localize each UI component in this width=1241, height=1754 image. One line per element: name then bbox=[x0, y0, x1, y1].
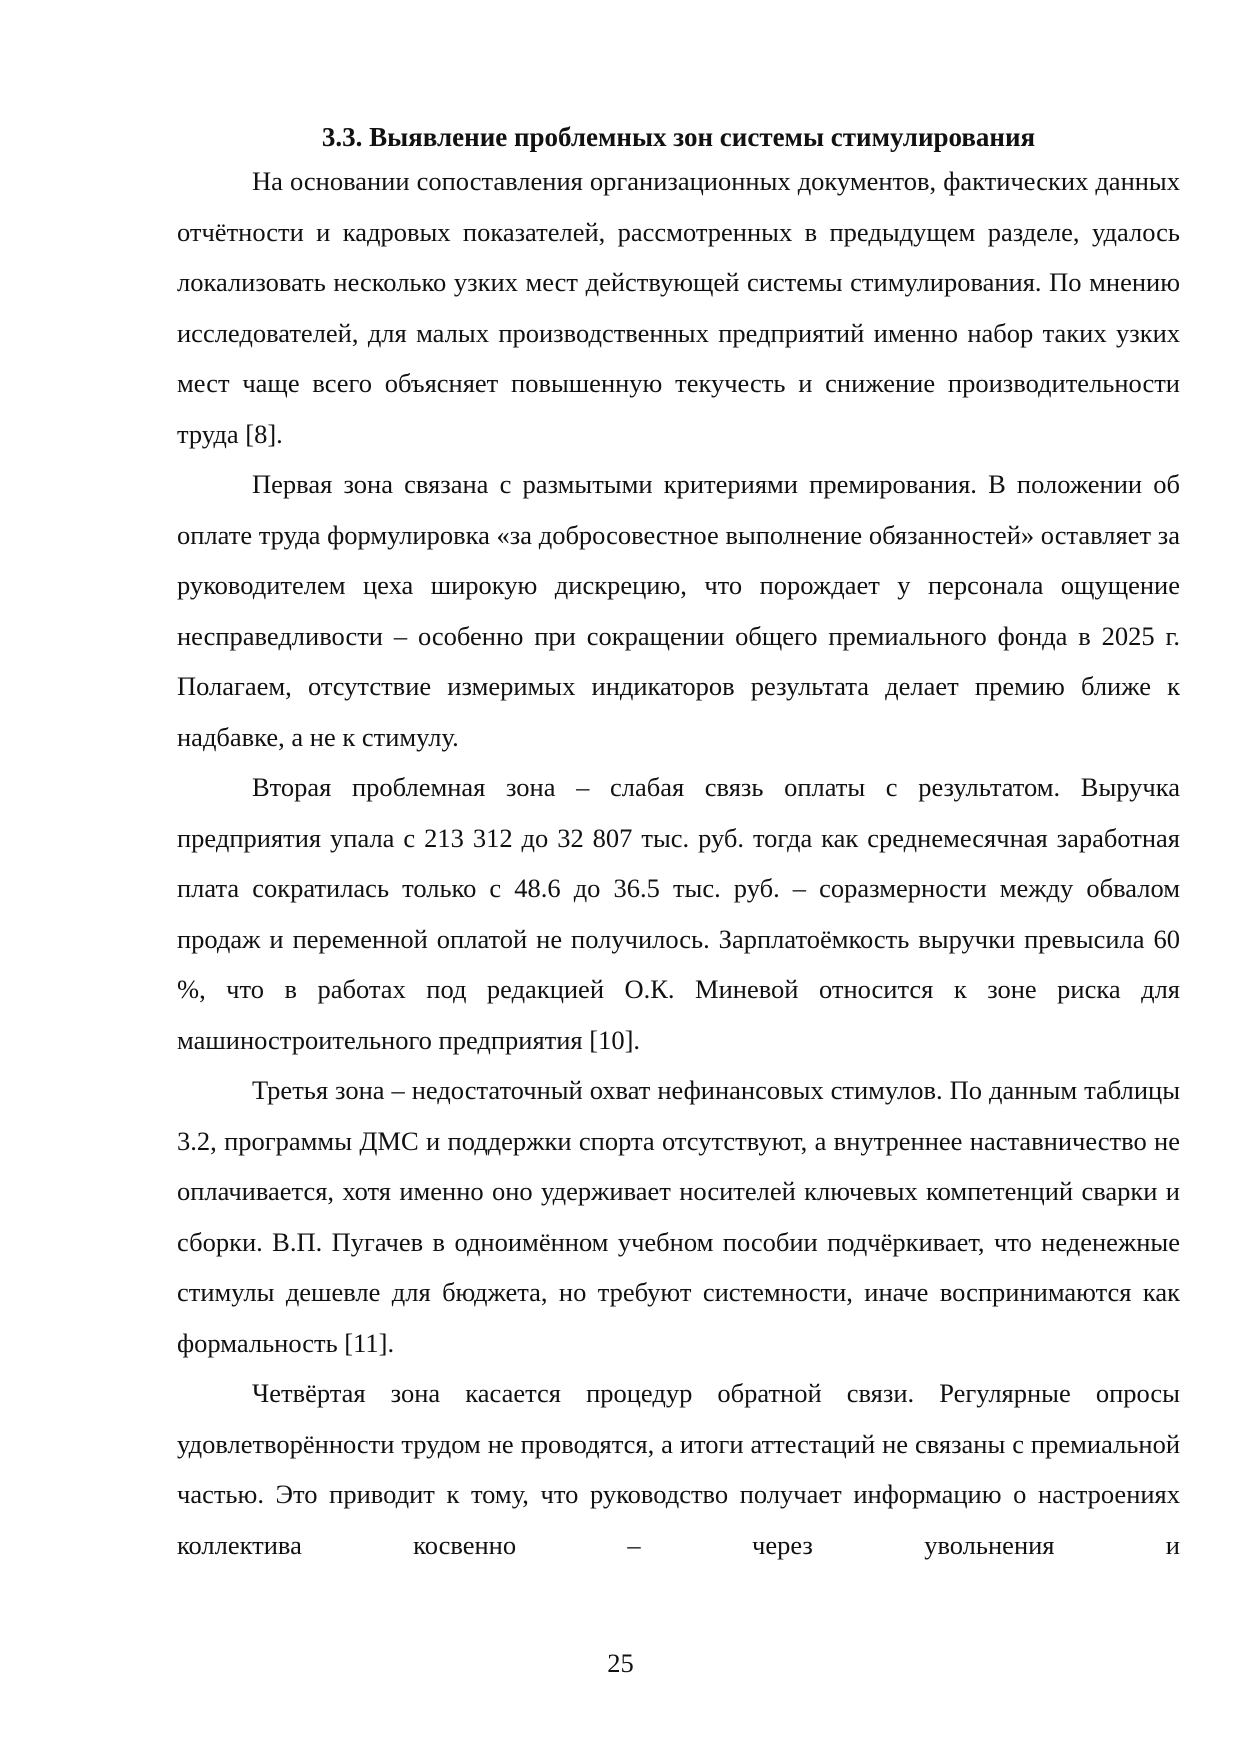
paragraph-zone-3: Третья зона – недостаточный охват нефинансовых стимулов. По данным таблицы 3.2, программы ДМС и поддержки спорта отсутствуют, а внутреннее наставничество не оплачивается, хотя именно оно удерживает носителей ключевых компетенций сварки и сборки. В.П. Пугачев в одноимённом учебном пособии подчёркивает, что неденежные стимулы дешевле для бюджета, но требуют системности, иначе воспринимаются как формальность [11]. bbox=[177, 1075, 1180, 1358]
paragraph-zone-4: Четвёртая зона касается процедур обратной связи. Регулярные опросы удовлетворённости трудом не проводятся, а итоги аттестаций не связаны с премиальной частью. Это приводит к тому, что руководство получает информацию о настроениях коллектива косвенно – через увольнения и bbox=[177, 1378, 1180, 1560]
section-heading: 3.3. Выявление проблемных зон системы стимулирования bbox=[321, 122, 1036, 152]
page-number: 25 bbox=[607, 1648, 634, 1678]
body-text bbox=[177, 156, 1180, 1570]
paragraph-zone-1: Первая зона связана с размытыми критериями премирования. В положении об оплате труда формулировка «за добросовестное выполнение обязанностей» оставляет за руководителем цеха широкую дискрецию, что порождает у персонала ощущение несправедливости – особенно при сокращении общего премиального фонда в 2025 г. Полагаем, отсутствие измеримых индикаторов результата делает премию ближе к надбавке, а не к стимулу. bbox=[177, 469, 1180, 752]
paragraph-zone-2: Вторая проблемная зона – слабая связь оплаты с результатом. Выручка предприятия упала с 213 312 до 32 807 тыс. руб. тогда как среднемесячная заработная плата сократилась только с 48.6 до 36.5 тыс. руб. – соразмерности между обвалом продаж и переменной оплатой не получилось. Зарплатоёмкость выручки превысила 60 %, что в работах под редакцией О.К. Миневой относится к зоне риска для машиностроительного предприятия [10]. bbox=[177, 772, 1180, 1055]
paragraph-intro: На основании сопоставления организационных документов, фактических данных отчётности и кадровых показателей, рассмотренных в предыдущем разделе, удалось локализовать несколько узких мест действующей системы стимулирования. По мнению исследователей, для малых производственных предприятий именно набор таких узких мест чаще всего объясняет повышенную текучесть и снижение производительности труда [8]. bbox=[177, 166, 1180, 449]
